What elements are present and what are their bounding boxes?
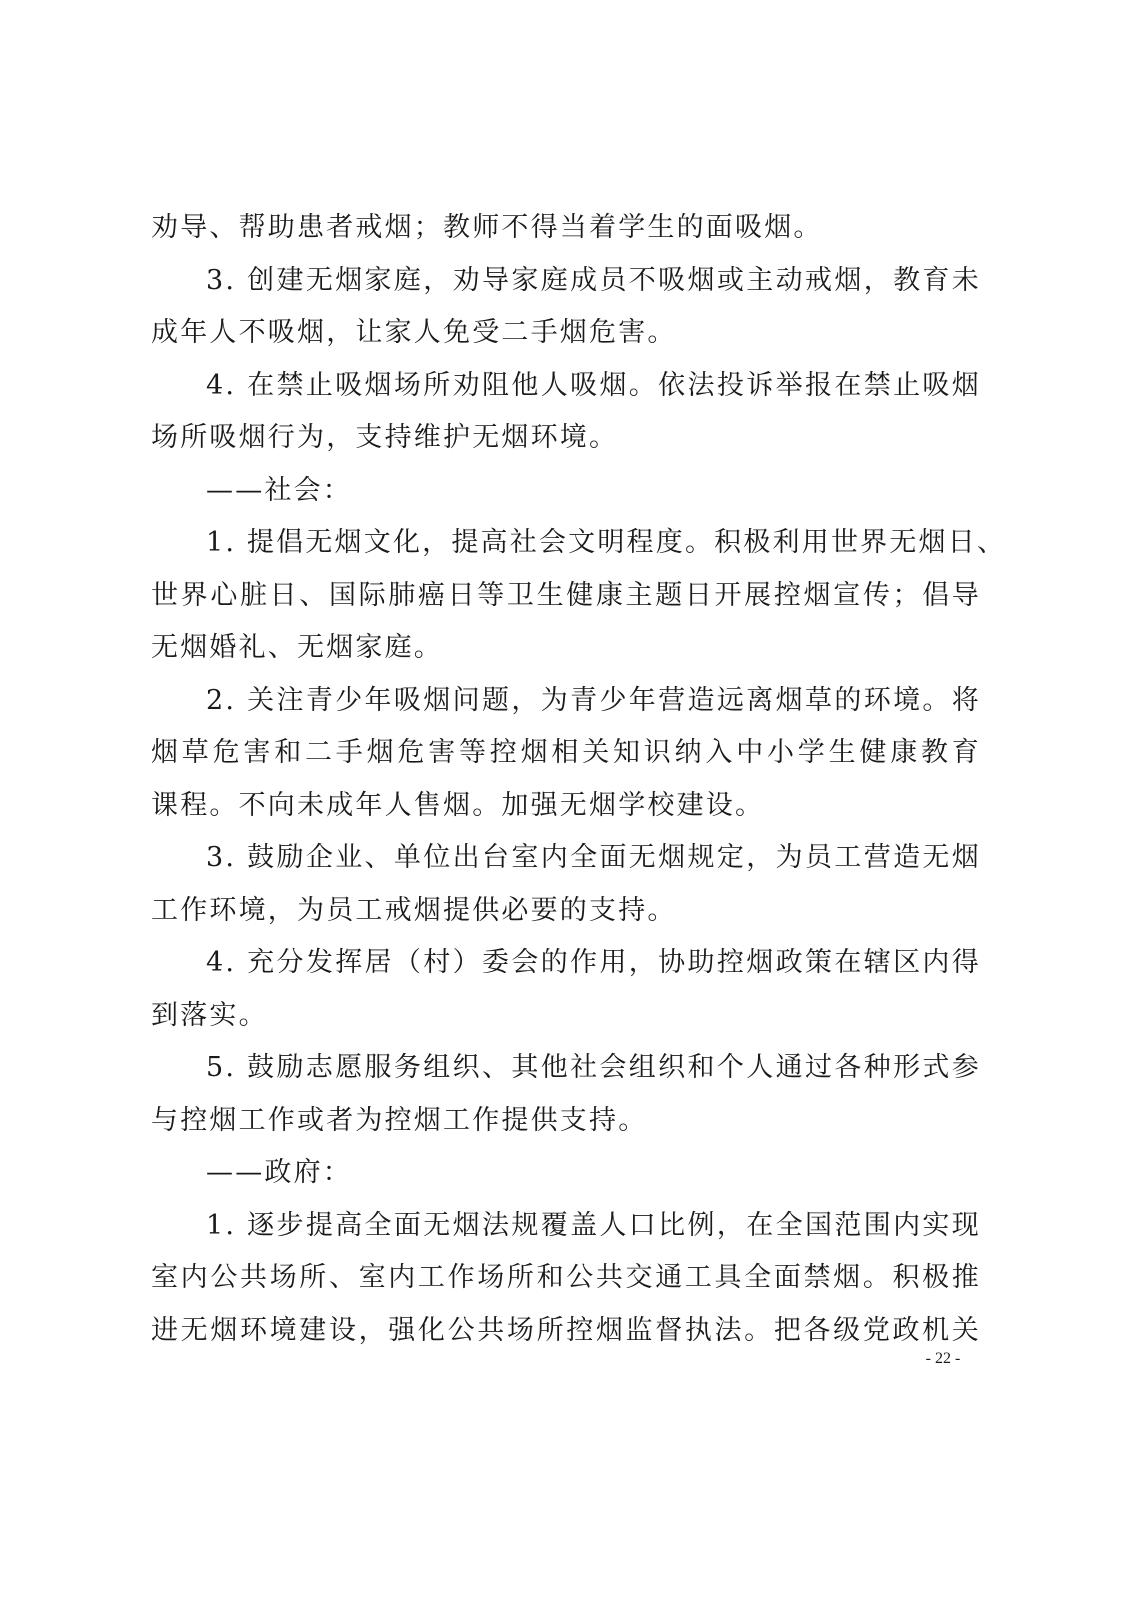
text-line: 3. 鼓励企业、单位出台室内全面无烟规定，为员工营造无烟 <box>206 842 981 873</box>
text-line: 成年人不吸烟，让家人免受二手烟危害。 <box>151 317 677 348</box>
text-line: 工作环境，为员工戒烟提供必要的支持。 <box>151 895 677 926</box>
page-number: - 22 - <box>925 1350 961 1367</box>
text-line: 劝导、帮助患者戒烟；教师不得当着学生的面吸烟。 <box>151 212 823 243</box>
text-line: 3. 创建无烟家庭，劝导家庭成员不吸烟或主动戒烟，教育未 <box>206 265 981 296</box>
text-line: 无烟婚礼、无烟家庭。 <box>151 632 443 663</box>
text-line: 室内公共场所、室内工作场所和公共交通工具全面禁烟。积极推 <box>151 1262 981 1293</box>
section-heading: ——社会： <box>206 475 352 506</box>
text-line: 4. 在禁止吸烟场所劝阻他人吸烟。依法投诉举报在禁止吸烟 <box>206 370 981 401</box>
text-line: 场所吸烟行为，支持维护无烟环境。 <box>151 422 619 453</box>
text-line: 2. 关注青少年吸烟问题，为青少年营造远离烟草的环境。将 <box>206 685 981 716</box>
text-line: 1. 逐步提高全面无烟法规覆盖人口比例，在全国范围内实现 <box>206 1210 981 1241</box>
text-line: 世界心脏日、国际肺癌日等卫生健康主题日开展控烟宣传；倡导 <box>151 580 981 611</box>
text-line: 5. 鼓励志愿服务组织、其他社会组织和个人通过各种形式参 <box>206 1052 981 1083</box>
text-line: 烟草危害和二手烟危害等控烟相关知识纳入中小学生健康教育 <box>151 737 981 768</box>
text-line: 4. 充分发挥居（村）委会的作用，协助控烟政策在辖区内得 <box>206 947 981 978</box>
text-line: 进无烟环境建设，强化公共场所控烟监督执法。把各级党政机关 <box>151 1315 981 1346</box>
text-line: 到落实。 <box>151 1000 268 1031</box>
text-line: 课程。不向未成年人售烟。加强无烟学校建设。 <box>151 790 765 821</box>
section-heading: ——政府： <box>206 1157 352 1188</box>
text-line: 与控烟工作或者为控烟工作提供支持。 <box>151 1105 648 1136</box>
text-line: 1. 提倡无烟文化，提高社会文明程度。积极利用世界无烟日、 <box>206 527 1007 558</box>
